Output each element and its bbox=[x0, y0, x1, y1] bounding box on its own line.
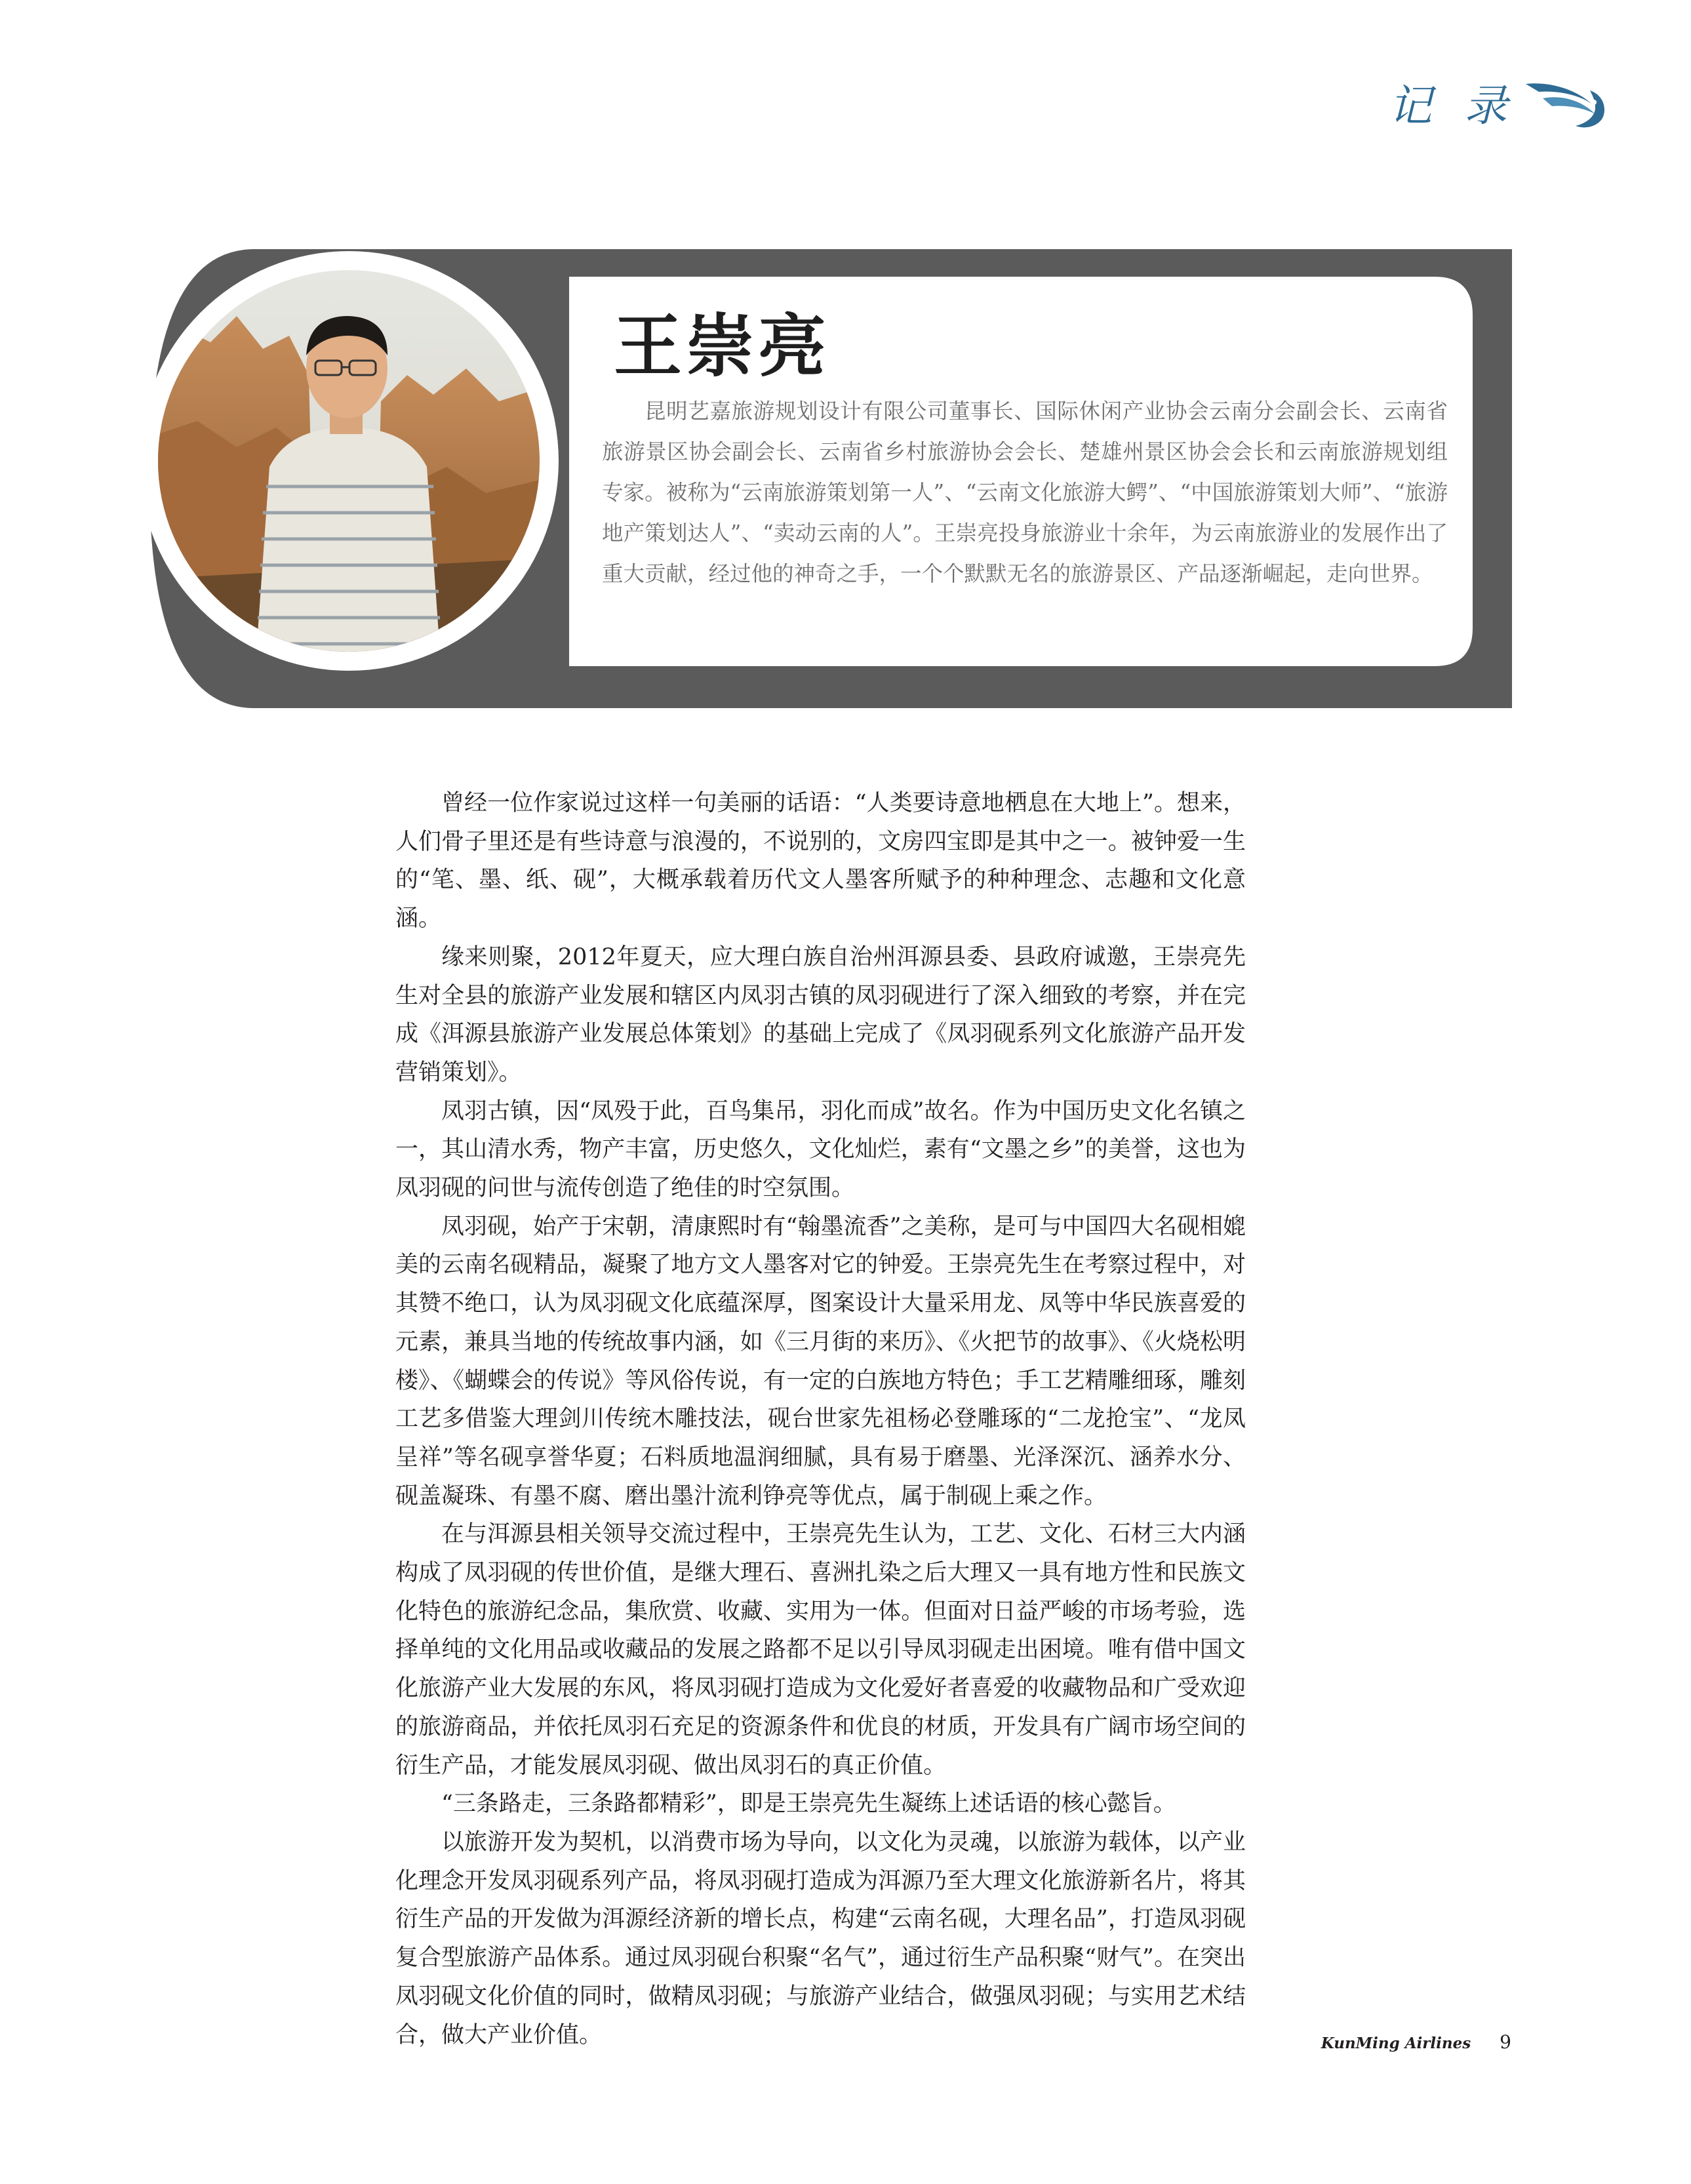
magazine-brand: KunMing Airlines bbox=[1321, 2035, 1471, 2052]
person-name: 王崇亮 bbox=[614, 306, 831, 386]
article-paragraph: 凤羽古镇，因“凤殁于此，百鸟集吊，羽化而成”故名。作为中国历史文化名镇之一，其山清水秀，物产丰富，历史悠久，文化灿烂，素有“文墨之乡”的美誉，这也为凤羽砚的问世与流传创造了绝佳的时空氛围。 bbox=[395, 1098, 1246, 1202]
article-paragraph: “三条路走，三条路都精彩”，即是王崇亮先生凝练上述话语的核心懿旨。 bbox=[441, 1791, 1176, 1817]
article-paragraph: 在与洱源县相关领导交流过程中，王崇亮先生认为，工艺、文化、石材三大内涵构成了凤羽砚的传世价值，是继大理石、喜洲扎染之后大理又一具有地方性和民族文化特色的旅游纪念品，集欣赏、收藏、实用为一体。但面对日益严峻的市场考验，选择单纯的文化用品或收藏品的发展之路都不足以引导凤羽砚走出困境。唯有借中国文化旅游产业大发展的东风，将凤羽砚打造成为文化爱好者喜爱的收藏物品和广受欢迎的旅游商品，并依托凤羽石充足的资源条件和优良的材质，开发具有广阔市场空间的衍生产品，才能发展凤羽砚、做出凤羽石的真正价值。 bbox=[395, 1521, 1246, 1779]
section-header bbox=[1389, 71, 1608, 133]
biography-card bbox=[149, 249, 1512, 708]
page-number: 9 bbox=[1500, 2031, 1511, 2053]
section-label: 记 录 bbox=[1389, 81, 1517, 131]
article-body bbox=[395, 784, 1246, 2054]
article-paragraph: 凤羽砚，始产于宋朝，清康熙时有“翰墨流香”之美称，是可与中国四大名砚相媲美的云南名砚精品，凝聚了地方文人墨客对它的钟爱。王崇亮先生在考察过程中，对其赞不绝口，认为凤羽砚文化底蕴深厚，图案设计大量采用龙、凤等中华民族喜爱的元素，兼具当地的传统故事内涵，如《三月街的来历》、《火把节的故事》、《火烧松明楼》、《蝴蝶会的传说》等风俗传说，有一定的白族地方特色；手工艺精雕细琢，雕刻工艺多借鉴大理剑川传统木雕技法，砚台世家先祖杨必登雕琢的“二龙抢宝”、“龙凤呈祥”等名砚享誉华夏；石料质地温润细腻，具有易于磨墨、光泽深沉、涵养水分、砚盖凝珠、有墨不腐、磨出墨汁流利铮亮等优点，属于制砚上乘之作。 bbox=[395, 1213, 1246, 1509]
page-footer bbox=[1321, 2031, 1511, 2053]
portrait-illustration bbox=[158, 270, 540, 652]
article-paragraph: 曾经一位作家说过这样一句美丽的话语：“人类要诗意地栖息在大地上”。想来，人们骨子里还是有些诗意与浪漫的，不说别的，文房四宝即是其中之一。被钟爱一生的“笔、墨、纸、砚”，大概承载着历代文人墨客所赋予的种种理念、志趣和文化意涵。 bbox=[395, 790, 1246, 932]
portrait-photo bbox=[158, 270, 540, 652]
biography-paragraph: 昆明艺嘉旅游规划设计有限公司董事长、国际休闲产业协会云南分会副会长、云南省旅游景区协会副会长、云南省乡村旅游协会会长、楚雄州景区协会会长和云南旅游规划组专家。被称为“云南旅游策划第一人”、“云南文化旅游大鳄”、“中国旅游策划大师”、“旅游地产策划达人”、“卖动云南的人”。王崇亮投身旅游业十余年，为云南旅游业的发展作出了重大贡献，经过他的神奇之手，一个个默默无名的旅游景区、产品逐渐崛起，走向世界。 bbox=[602, 399, 1448, 586]
article-paragraph: 以旅游开发为契机，以消费市场为导向，以文化为灵魂，以旅游为载体，以产业化理念开发凤羽砚系列产品，将凤羽砚打造成为洱源乃至大理文化旅游新名片，将其衍生产品的开发做为洱源经济新的增长点，构建“云南名砚，大理名品”，打造凤羽砚复合型旅游产品体系。通过凤羽砚台积聚“名气”，通过衍生产品积聚“财气”。在突出凤羽砚文化价值的同时，做精凤羽砚；与旅游产业结合，做强凤羽砚；与实用艺术结合，做大产业价值。 bbox=[395, 1829, 1246, 2048]
swallow-bird-logo-icon bbox=[1523, 75, 1608, 130]
article-paragraph: 缘来则聚，2012年夏天，应大理白族自治州洱源县委、县政府诚邀，王崇亮先生对全县的旅游产业发展和辖区内凤羽古镇的凤羽砚进行了深入细致的考察，并在完成《洱源县旅游产业发展总体策划》的基础上完成了《凤羽砚系列文化旅游产品开发营销策划》。 bbox=[395, 943, 1246, 1086]
